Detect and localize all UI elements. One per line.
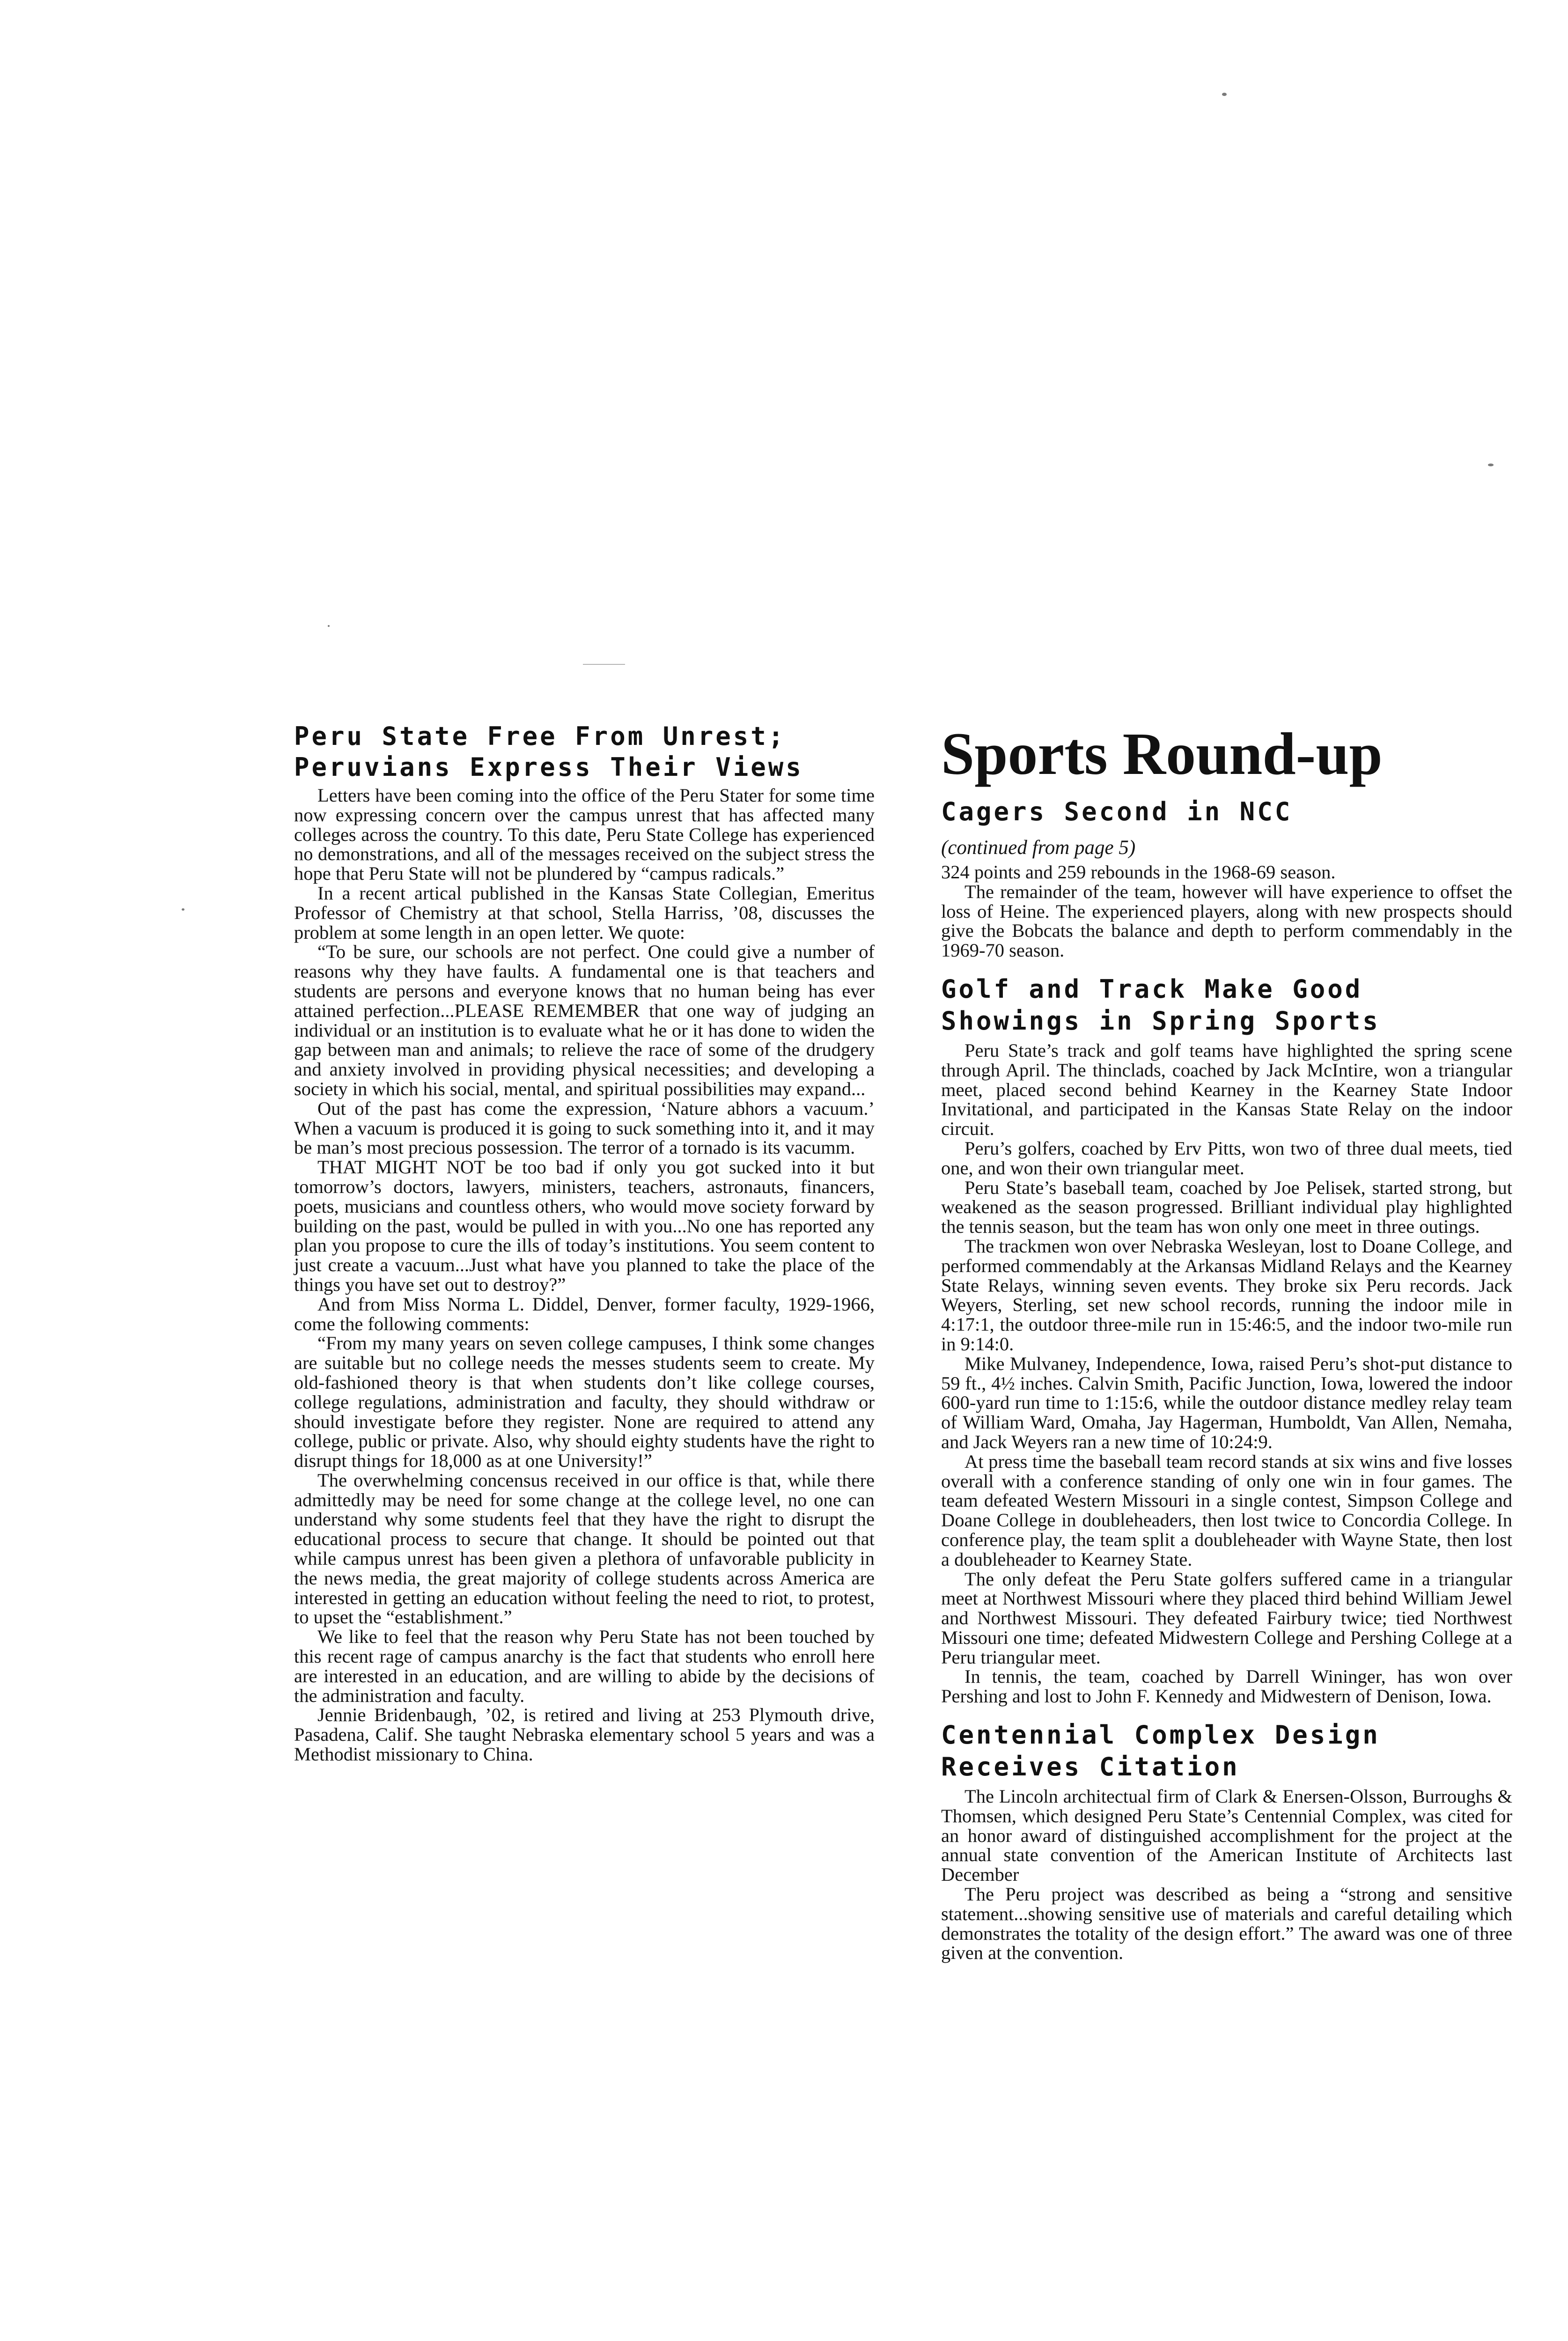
- golf-track-headline-line-1: Golf and Track Make Good: [941, 974, 1363, 1004]
- unrest-article: [294, 721, 875, 1764]
- cagers-headline: Cagers Second in NCC: [941, 797, 1293, 826]
- golf-track-paragraph: The trackmen won over Nebraska Wesleyan, lost to Doane College, and performed commendably at the Arkansas Midland Relays and the Kearney State Relays, winning seven events. They broke six Peru records. Jack Weyers, Sterling, set new school records, running the indoor mile in 4:17:1, the outdoor three-mile run in 15:46:5, and the indoor two-mile run in 9:14:0.: [941, 1235, 1512, 1355]
- centennial-headline-line-2: Receives Citation: [941, 1752, 1240, 1782]
- unrest-headline: [294, 721, 875, 783]
- print-speck: [583, 664, 625, 665]
- golf-track-paragraph: Peru’s golfers, coached by Erv Pitts, won two of three dual meets, tied one, and won their own triangular meet.: [941, 1137, 1512, 1178]
- cagers-paragraph: 324 points and 259 rebounds in the 1968-69 season.: [941, 861, 1336, 883]
- golf-track-paragraph: Peru State’s track and golf teams have highlighted the spring scene through April. The thinclads, coached by Jack McIntire, won a triangular meet, placed second behind Kearney in the Kearney State Indoor Invitational, and participated in the Kansas State Relay on the indoor circuit.: [941, 1039, 1512, 1140]
- alumni-note: Jennie Bridenbaugh, ’02, is retired and living at 253 Plymouth drive, Pasadena, Calif. She taught Nebraska elementary school 5 years and was a Methodist missionary to China.: [294, 1704, 875, 1765]
- unrest-paragraph: Out of the past has come the expression, ‘Nature abhors a vacuum.’ When a vacuum is produced it is going to suck something into it, and it may be man’s most precious possession. The terror of a tornado is its vacumm.: [294, 1097, 875, 1158]
- unrest-paragraph: The overwhelming concensus received in our office is that, while there admittedly may be need for some change at the college level, no one can understand why some students feel that they have the right to disrupt the educational process to secure that change. It should be pointed out that while campus unrest has been given a plethora of unfavorable publicity in the news media, the great majority of college students across America are interested in getting an education without feeling the need to riot, to protest, to upset the “establishment.”: [294, 1469, 875, 1628]
- golf-track-paragraph: Mike Mulvaney, Independence, Iowa, raised Peru’s shot-put distance to 59 ft., 4½ inches. Calvin Smith, Pacific Junction, Iowa, lowered the indoor 600-yard run time to 1:15:6, while the outdoor distance medley relay team of William Ward, Omaha, Jay Hagerman, Humboldt, Van Allen, Nemaha, and Jack Weyers ran a new time of 10:24:9.: [941, 1353, 1512, 1452]
- centennial-paragraph: The Lincoln architectual firm of Clark & Enersen-Olsson, Burroughs & Thomsen, which designed Peru State’s Centennial Complex, was cited for an honor award of distinguished accomplishment for the project at the annual state convention of the American Institute of Architects last December: [941, 1786, 1512, 1885]
- unrest-paragraph: And from Miss Norma L. Diddel, Denver, former faculty, 1929-1966, come the following comments:: [294, 1293, 875, 1334]
- print-speck: [182, 908, 184, 911]
- unrest-paragraph: “From my many years on seven college campuses, I think some changes are suitable but no college needs the messes students seem to create. My old-fashioned theory is that when students don’t like college courses, college regulations, administration and faculty, they should withdraw or should investigate before they register. None are required to attend any college, public or private. Also, why should eighty students have the right to disrupt things for 18,000 as at one University!”: [294, 1332, 875, 1472]
- sports-roundup-title: Sports Round-up: [941, 721, 1383, 787]
- golf-track-paragraph: At press time the baseball team record stands at six wins and five losses overall with a conference standing of only one win in four games. The team defeated Western Missouri in a single contest, Simpson College and Doane College in doubleheaders, then lost twice to Concordia College. In conference play, the team split a doubleheader with Wayne State, then lost a doubleheader to Kearney State.: [941, 1450, 1512, 1570]
- golf-track-headline-line-2: Showings in Spring Sports: [941, 1006, 1380, 1036]
- centennial-paragraph: The Peru project was described as being a “strong and sensitive statement...showing sensitive use of materials and careful detailing which demonstrates the totality of the design effort.” The award was one of three given at the convention.: [941, 1884, 1512, 1964]
- unrest-paragraph: THAT MIGHT NOT be too bad if only you got sucked into it but tomorrow’s doctors, lawyers, ministers, teachers, astronauts, financers, poets, musicians and countless others, who would move society forward by building on the past, would be pulled in with you...No one has reported any plan you propose to cure the ills of today’s institutions. You seem content to just create a vacuum...Just what have you planned to take the place of the things you have set out to destroy?”: [294, 1156, 875, 1295]
- centennial-headline-line-1: Centennial Complex Design: [941, 1720, 1380, 1750]
- golf-track-paragraph: The only defeat the Peru State golfers suffered came in a triangular meet at Northwest Missouri where they placed third behind William Jewel and Northwest Missouri. They defeated Fairbury twice; tied Northwest Missouri one time; defeated Midwestern College and Pershing College at a Peru triangular meet.: [941, 1568, 1512, 1668]
- print-speck: [328, 625, 330, 627]
- unrest-paragraph: “To be sure, our schools are not perfect. One could give a number of reasons why they have faults. A fundamental one is that teachers and students are persons and everyone knows that no human being has ever attained perfection...PLEASE REMEMBER that one way of judging an individual or an institution is to evaluate what he or it has done to widen the gap between man and animals; to relieve the race of some of the drudgery and anxiety involved in providing physical necessities; and developing a society in which his social, mental, and spiritual possibilities may expand...: [294, 941, 875, 1099]
- golf-track-paragraph: In tennis, the team, coached by Darrell Wininger, has won over Pershing and lost to John F. Kennedy and Midwestern of Denison, Iowa.: [941, 1666, 1512, 1707]
- sports-roundup: [941, 721, 1512, 1963]
- golf-track-headline: [941, 973, 1512, 1037]
- unrest-headline-line-2: Peruvians Express Their Views: [294, 752, 803, 782]
- unrest-paragraph: Letters have been coming into the office of the Peru Stater for some time now expressing concern over the campus unrest that has affected many colleges across the country. To this date, Peru State College has experienced no demonstrations, and all of the messages received on the subject stress the hope that Peru State will not be plundered by “campus radicals.”: [294, 785, 875, 884]
- continued-note: (continued from page 5): [941, 837, 1136, 859]
- centennial-headline: [941, 1719, 1512, 1783]
- print-speck: [1222, 93, 1227, 96]
- unrest-paragraph: We like to feel that the reason why Peru State has not been touched by this recent rage of campus anarchy is the fact that students who enroll here are interested in an education, and are willing to abide by the decisions of the administration and faculty.: [294, 1626, 875, 1706]
- print-speck: [1488, 464, 1494, 466]
- golf-track-paragraph: Peru State’s baseball team, coached by Joe Pelisek, started strong, but weakened as the season progressed. Brilliant individual play highlighted the tennis season, but the team has won only one meet in three outings.: [941, 1177, 1512, 1237]
- unrest-paragraph: In a recent artical published in the Kansas State Collegian, Emeritus Professor of Chemistry at that school, Stella Harriss, ’08, discusses the problem at some length in an open letter. We quote:: [294, 882, 875, 943]
- cagers-paragraph: The remainder of the team, however will have experience to offset the loss of Heine. The experienced players, along with new prospects should give the Bobcats the balance and depth to perform commendably in the 1969-70 season.: [941, 881, 1512, 961]
- unrest-headline-line-1: Peru State Free From Unrest;: [294, 721, 786, 751]
